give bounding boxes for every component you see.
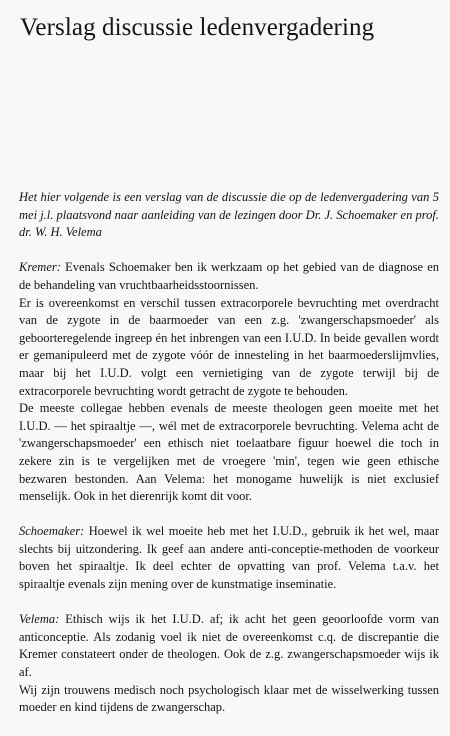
kremer-paragraph-2: Er is overeenkomst en verschil tussen extracorporele bevruchting met overdracht van de zygote in de baarmoeder van een z.g. 'zwangerschapsmoeder' als geboorteregelende ingreep én het inbrengen van een I.U.D. In beide gevallen wordt er gemanipuleerd met de zygote vóór de innesteling in het baarmoederslijmvlies, maar bij het I.U.D. volgt een vernietiging van de zygote terwijl bij de extracorporele bevruchting wordt getracht de zygote te behouden.	[19, 295, 439, 398]
speaker-name-velema: Velema:	[19, 612, 60, 627]
kremer-paragraph-1	[19, 259, 439, 294]
page-title: Verslag discussie ledenvergadering	[20, 14, 375, 41]
schoemaker-paragraph-1	[19, 523, 439, 593]
speaker-name-schoemaker: Schoemaker:	[19, 524, 85, 539]
kremer-text-1: Evenals Schoemaker ben ik werkzaam op het gebied van de diagnose en de behandeling van vruchtbaarheidsstoornissen.	[19, 260, 440, 292]
velema-paragraph-2: Wij zijn trouwens medisch noch psychologisch klaar met de wisselwerking tussen moeder en kind tijdens de zwangerschap.	[19, 682, 439, 715]
velema-text-1: Ethisch wijs ik het I.U.D. af; ik acht het geen geoorloofde vorm van anticonceptie. Als zodanig voel ik niet de overeenkomst c.q. de discrepantie die Kremer constateert onder de theologen. Ook de z.g. zwangerschapsmoeder wijs ik af.	[19, 612, 439, 680]
paragraph-gap	[19, 594, 439, 612]
kremer-paragraph-3: De meeste collegae hebben evenals de meeste theologen geen moeite met het I.U.D. — het spiraaltje —, wél met de extracorporele bevruchting. Velema acht de 'zwangerschapsmoeder' een ethisch niet toelaatbare figuur hoewel die toch in zekere zin is te vergelijken met de vroegere 'min', tegen wie geen ethische bezwaren bestonden. Aan Velema: het monogame huwelijk is niet exclusief menselijk. Ook in het dierenrijk komt dit voor.	[19, 401, 439, 504]
speaker-name-kremer: Kremer:	[19, 260, 61, 275]
intro-paragraph: Het hier volgende is een verslag van de discussie die op de ledenvergadering van 5 mei j.l. plaatsvond naar aanleiding van de lezingen door Dr. J. Schoemaker en prof. dr. W. H. Velema	[19, 190, 439, 240]
paragraph-gap	[19, 242, 439, 260]
paragraph-gap	[19, 506, 439, 524]
article-body	[19, 189, 439, 717]
velema-paragraph-1	[19, 611, 439, 681]
schoemaker-text-1: Hoewel ik wel moeite heb met het I.U.D., gebruik ik het wel, maar slechts bij uitzondering. Ik geef aan andere anti-conceptie-methoden de voorkeur boven het spiraaltje. Ik deel echter de opvatting van prof. Velema t.a.v. het spiraaltje evenals zijn mening over de kunstmatige inseminatie.	[19, 524, 439, 592]
